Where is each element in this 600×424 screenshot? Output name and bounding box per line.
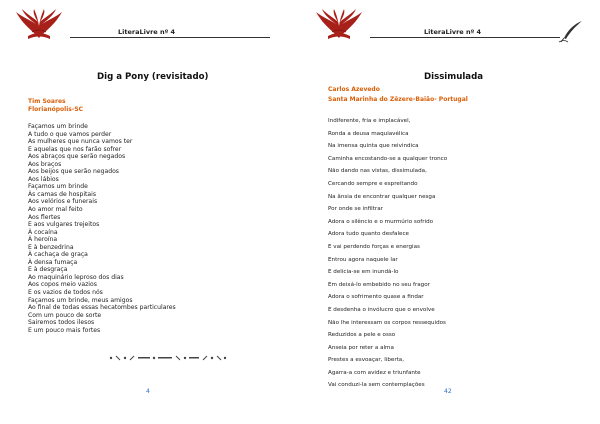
poem-line: Façamos um brinde: [28, 183, 88, 191]
poem-line: Na imensa quinta que reivindica: [328, 143, 419, 150]
quill-pen-icon: [558, 20, 584, 44]
author-location: Florianópolis-SC: [28, 106, 84, 113]
poem-line: À cocaína: [28, 228, 58, 236]
poem-line: Vai conduzi-la sem contemplações: [328, 382, 425, 389]
poem-line: Reduzidos a pele e osso: [328, 332, 396, 339]
poem-line: Anseia por reter a alma: [328, 344, 394, 351]
author-name: Carlos Azevedo: [328, 86, 380, 93]
poem-line: À heroína: [28, 236, 58, 244]
poem-line: Em deixá-lo embebido no seu fragor: [328, 281, 430, 288]
poem-line: Ronda a deusa maquiavélica: [328, 130, 409, 137]
poem-line: Por onde se infiltrar: [328, 206, 383, 213]
poem-body: [28, 123, 176, 334]
poem-line: E à benzedrina: [28, 243, 74, 251]
poem-line: Aos velórios e funerais: [28, 198, 98, 206]
magazine-header: LiteraLivre nº 4: [118, 28, 176, 36]
header-rule: [370, 37, 560, 38]
poem-line: Com um pouco de sorte: [28, 311, 102, 319]
page-number: 42: [444, 388, 452, 395]
poem-body: [328, 115, 447, 392]
poem-line: Adora o silêncio e o murmúrio sofrido: [328, 218, 434, 225]
poem-line: Cercando sempre e espreitando: [328, 180, 418, 187]
poem-line: Aos abraços que serão negados: [28, 153, 126, 161]
poem-line: Sairemos todos ilesos: [28, 319, 95, 327]
poem-line: Aos copos meio vazios: [28, 281, 97, 289]
poem-line: À cachaça de graça: [28, 251, 88, 259]
poem-line: Às camas de hospitais: [28, 190, 97, 198]
poem-line: Prestes a esvoaçar, liberta,: [328, 357, 405, 364]
poem-line: E aos vulgares trejeitos: [28, 221, 100, 229]
poem-line: Ao final de todas essas hecatombes particulares: [28, 304, 176, 312]
winged-book-logo-icon: [314, 8, 364, 44]
poem-title: Dissimulada: [424, 72, 484, 82]
poem-line: Aos braços: [28, 160, 62, 168]
poem-line: Não dando nas vistas, dissimulada,: [328, 168, 427, 175]
author-name: Tim Soares: [28, 98, 66, 105]
poem-line: Façamos um brinde, meus amigos: [28, 296, 133, 304]
poem-line: A tudo o que vamos perder: [28, 130, 112, 138]
poem-line: Aos beijos que serão negados: [28, 168, 119, 176]
poem-line: Indiferente, fria e implacável,: [328, 118, 411, 124]
author-location: Santa Marinha do Zêzere-Baião- Portugal: [328, 96, 468, 103]
poem-line: Não lhe interessam os corpos ressequidos: [328, 319, 446, 326]
poem-line: À densa fumaça: [28, 258, 78, 266]
poem-line: E aquelas que nos farão sofrer: [28, 145, 122, 153]
poem-line: As mulheres que nunca vamos ter: [28, 138, 133, 146]
poem-line: Adora tudo quanto desfalece: [328, 231, 409, 238]
poem-line: E delicia-se em inundá-lo: [328, 269, 399, 276]
poem-line: E desdenha o invólucro que o envolve: [328, 306, 435, 313]
header-rule: [70, 37, 270, 38]
ornament-divider-icon: [108, 353, 228, 363]
poem-line: Façamos um brinde: [28, 123, 88, 130]
poem-line: E à desgraça: [28, 266, 68, 274]
right-page: [300, 0, 600, 424]
poem-line: Aos lábios: [28, 175, 59, 183]
poem-line: E vai perdendo forças e energias: [328, 243, 420, 250]
poem-line: Entrou agora naquele lar: [328, 256, 398, 263]
poem-line: Ao maquinário leproso dos dias: [28, 273, 124, 281]
poem-line: Adora o sofrimento quase a findar: [328, 294, 424, 301]
poem-line: E os vazios de todos nós: [28, 289, 103, 297]
magazine-header: LiteraLivre nº 4: [424, 28, 482, 36]
poem-line: Caminha encostando-se a qualquer tronco: [328, 155, 448, 162]
winged-book-logo-icon: [14, 8, 64, 44]
poem-line: Ao amor mal feito: [28, 206, 83, 214]
page-number: 4: [146, 388, 150, 395]
poem-line: Aos flertes: [28, 213, 61, 221]
poem-title: Dig a Pony (revisitado): [97, 72, 209, 82]
poem-line: Agarra-a com avidez e triunfante: [328, 369, 421, 376]
poem-line: E um pouco mais fortes: [28, 326, 101, 334]
poem-line: Na ânsia de encontrar qualquer nesga: [328, 193, 436, 200]
